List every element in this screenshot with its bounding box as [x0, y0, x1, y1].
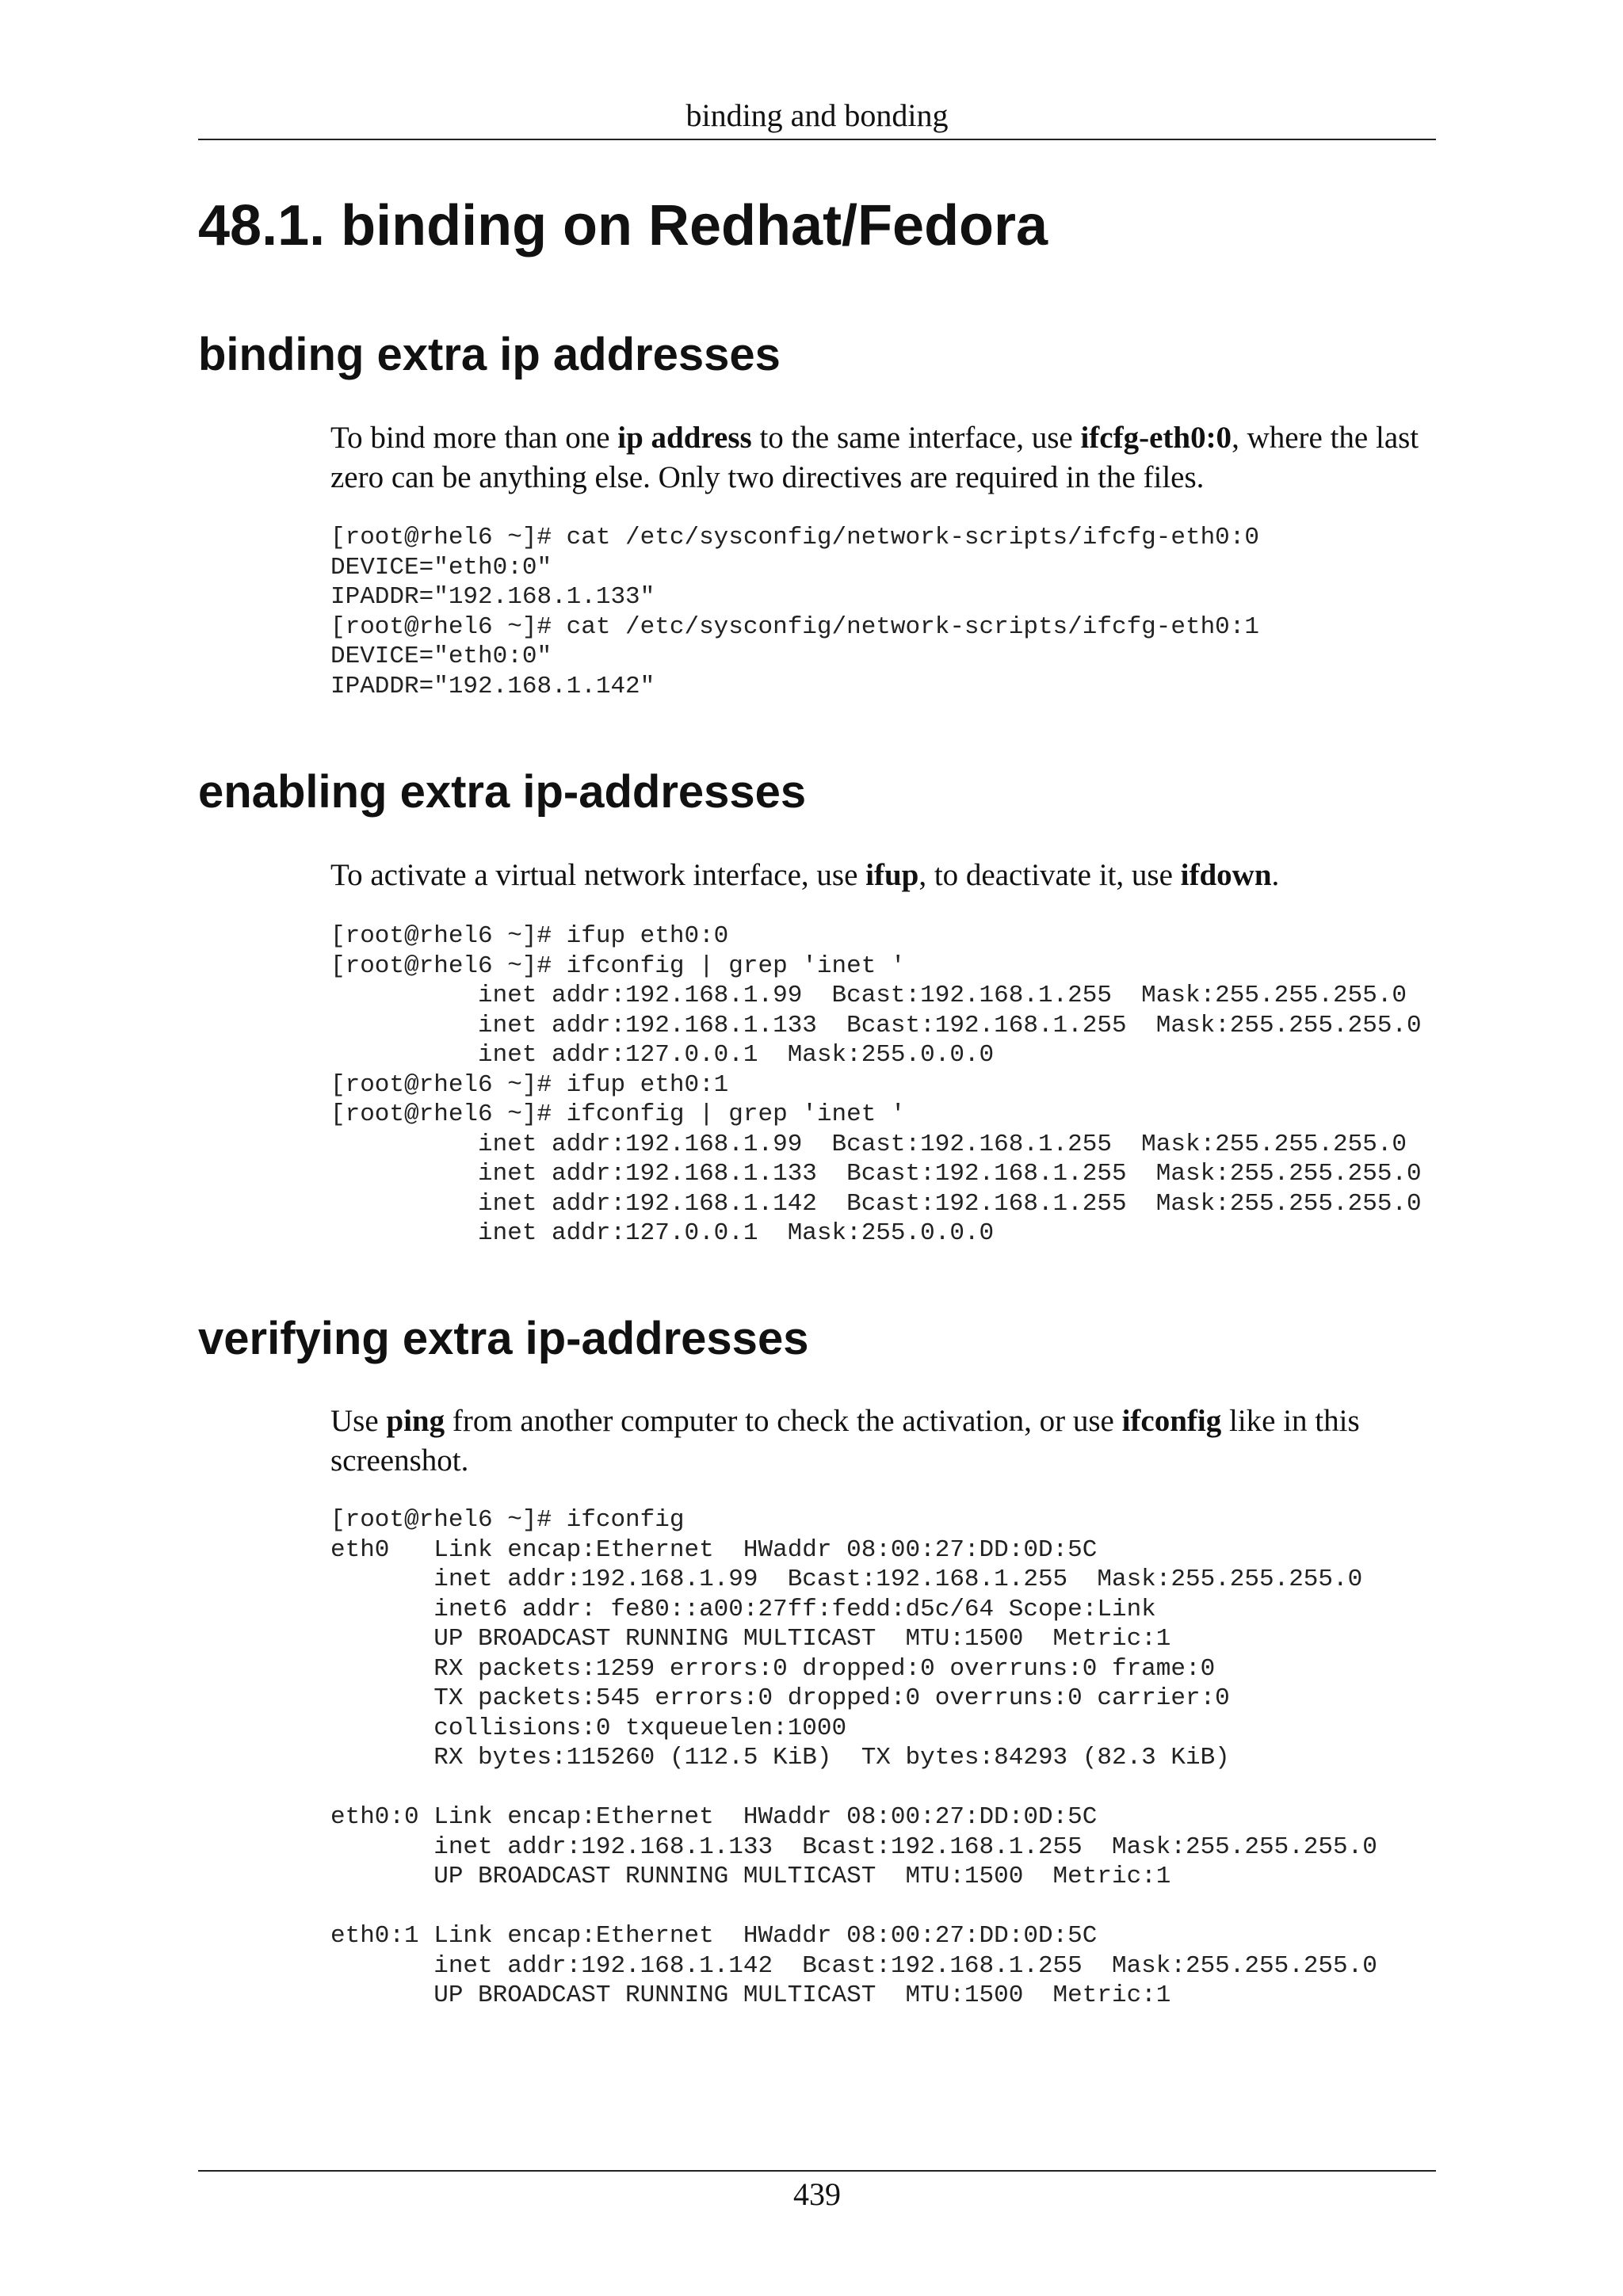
bold-term: ping — [386, 1404, 445, 1438]
text: from another computer to check the activation, or use — [445, 1404, 1122, 1438]
bold-term: ip address — [617, 421, 752, 455]
bold-term: ifconfig — [1121, 1404, 1222, 1438]
text: , where the last zero can be anything else. Only two directives are required in the files. — [330, 421, 1419, 494]
code-block-ifcfg-files: [root@rhel6 ~]# cat /etc/sysconfig/network-scripts/ifcfg-eth0:0 DEVICE="eth0:0" IPADDR="192.168.1.133" [root@rhel6 ~]# cat /etc/sysconfig/network-scripts/ifcfg-eth0:1 DEVICE="eth0:0" IPADDR="192.168.1.142" — [330, 524, 1259, 700]
code-block-ifconfig: [root@rhel6 ~]# ifconfig eth0 Link encap:Ethernet HWaddr 08:00:27:DD:0D:5C inet addr:192.168.1.99 Bcast:192.168.1.255 Mask:255.255.255.0 inet6 addr: fe80::a00:27ff:fedd:d5c/64 Scope:Link UP BROADCAST RUNNING MULTICAST MTU:1500 Metric:1 RX packets:1259 errors:0 dropped:0 overruns:0 frame:0 TX packets:545 errors:0 dropped:0 overruns:0 carrier:0 collisions:0 txqueuelen:1000 RX bytes:115260 (112.5 KiB) TX bytes:84293 (82.3 KiB) eth0:0 Link encap:Ethernet HWaddr 08:00:27:DD:0D:5C inet addr:192.168.1.133 Bcast:192.168.1.255 Mask:255.255.255.0 UP BROADCAST RUNNING MULTICAST MTU:1500 Metric:1 eth0:1 Link encap:Ethernet HWaddr 08:00:27:DD:0D:5C inet addr:192.168.1.142 Bcast:192.168.1.255 Mask:255.255.255.0 UP BROADCAST RUNNING MULTICAST MTU:1500 Metric:1 — [330, 1506, 1377, 2009]
code-block-ifup: [root@rhel6 ~]# ifup eth0:0 [root@rhel6 ~]# ifconfig | grep 'inet ' inet addr:192.168.1.99 Bcast:192.168.1.255 Mask:255.255.255.0 inet addr:192.168.1.133 Bcast:192.168.1.255 Mask:255.255.255.0 inet addr:127.0.0.1 Mask:255.0.0.0 [root@rhel6 ~]# ifup eth0:1 [root@rhel6 ~]# ifconfig | grep 'inet ' inet addr:192.168.1.99 Bcast:192.168.1.255 Mask:255.255.255.0 inet addr:192.168.1.133 Bcast:192.168.1.255 Mask:255.255.255.0 inet addr:192.168.1.142 Bcast:192.168.1.255 Mask:255.255.255.0 inet addr:127.0.0.1 Mask:255.0.0.0 — [330, 922, 1422, 1247]
paragraph-enabling-extra-ip — [330, 856, 1440, 895]
bold-term: ifdown — [1180, 858, 1272, 892]
text: To bind more than one — [330, 421, 618, 455]
text: like in this screenshot. — [330, 1404, 1360, 1478]
subheading-binding-extra-ip: binding extra ip addresses — [198, 329, 781, 380]
paragraph-binding-extra-ip — [330, 418, 1440, 498]
text: . — [1271, 858, 1280, 892]
text: Use — [330, 1404, 387, 1438]
text: to the same interface, use — [751, 421, 1081, 455]
footer-rule — [198, 2170, 1436, 2172]
running-header: binding and bonding — [685, 97, 949, 133]
text: To activate a virtual network interface, use — [330, 858, 866, 892]
text: , to deactivate it, use — [918, 858, 1181, 892]
section-title: 48.1. binding on Redhat/Fedora — [198, 194, 1048, 257]
bold-term: ifcfg-eth0:0 — [1080, 421, 1232, 455]
bold-term: ifup — [865, 858, 919, 892]
header-rule — [198, 139, 1436, 140]
paragraph-verifying-extra-ip — [330, 1402, 1440, 1481]
subheading-verifying-extra-ip: verifying extra ip-addresses — [198, 1313, 809, 1364]
page-number: 439 — [793, 2176, 841, 2212]
subheading-enabling-extra-ip: enabling extra ip-addresses — [198, 766, 807, 818]
